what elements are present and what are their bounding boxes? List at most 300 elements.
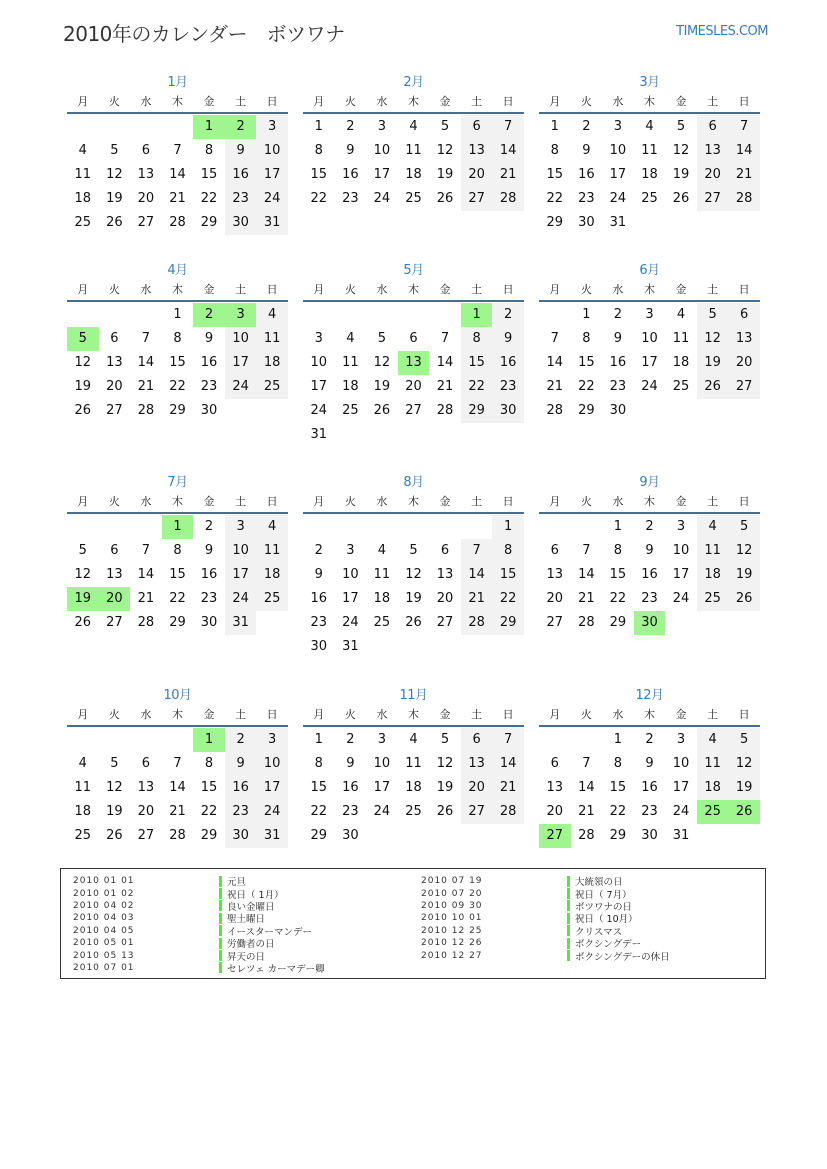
weekday-label: 月 — [549, 708, 561, 721]
weekday-header — [303, 92, 524, 114]
day-cell: 14 — [169, 167, 186, 182]
day-cell: 25 — [342, 403, 359, 418]
day-cell: 16 — [310, 591, 328, 606]
legend-row — [421, 949, 670, 961]
day-cell: 22 — [310, 804, 328, 819]
legend-marker — [567, 900, 570, 911]
day-cell: 7 — [550, 331, 559, 346]
day-cell: 3 — [676, 519, 686, 534]
weekday-label: 金 — [203, 708, 215, 721]
month-name: 1月 — [167, 75, 188, 90]
legend-marker — [567, 938, 570, 949]
day-cell: 7 — [141, 331, 151, 346]
day-cell: 28 — [546, 403, 564, 418]
day-cell: 15 — [578, 355, 595, 370]
day-cell: 25 — [697, 587, 729, 611]
day-cell: 9 — [346, 756, 355, 771]
day-cell: 14 — [546, 355, 564, 370]
legend-marker — [219, 876, 222, 887]
day-cell: 21 — [461, 587, 493, 611]
day-cell: 6 — [461, 115, 493, 139]
day-cell: 31 — [225, 611, 257, 635]
weekday-label: 水 — [140, 708, 152, 721]
legend-date: 2010 04 03 — [73, 913, 135, 924]
weekday-label: 水 — [140, 95, 152, 108]
day-cell: 28 — [578, 828, 595, 843]
day-cell: 31 — [256, 211, 288, 235]
day-cell: 22 — [200, 191, 218, 206]
weekday-label: 日 — [266, 95, 278, 108]
day-cell: 10 — [672, 756, 690, 771]
day-cell: 17 — [225, 563, 257, 587]
legend-date: 2010 01 02 — [73, 888, 135, 899]
day-cell: 10 — [256, 139, 288, 163]
month-11 — [303, 687, 524, 848]
day-cell: 18 — [672, 355, 690, 370]
day-cell: 24 — [609, 191, 627, 206]
day-cell: 24 — [672, 591, 690, 606]
day-cell: 22 — [200, 804, 218, 819]
day-cell: 12 — [436, 143, 454, 158]
day-cell: 24 — [342, 615, 359, 630]
day-cell: 7 — [492, 728, 524, 752]
day-cell: 27 — [461, 800, 493, 824]
day-cell: 26 — [728, 587, 760, 611]
day-cell: 9 — [346, 143, 355, 158]
weekday-label: 土 — [707, 95, 719, 108]
day-cell: 25 — [373, 615, 391, 630]
day-cell: 15 — [169, 567, 186, 582]
day-cell: 21 — [169, 804, 186, 819]
day-cell: 30 — [225, 211, 257, 235]
weekday-label: 金 — [439, 495, 451, 508]
legend-row — [421, 887, 670, 899]
day-cell: 30 — [342, 828, 359, 843]
legend-holiday-name: 祝日（ 7月） — [575, 889, 632, 901]
weekday-label: 火 — [108, 283, 120, 296]
month-name: 9月 — [639, 475, 660, 490]
brand-logo[interactable]: TIMESLES.COM — [676, 24, 768, 39]
day-cell: 9 — [645, 756, 654, 771]
day-cell: 21 — [578, 591, 595, 606]
day-cell: 20 — [546, 591, 564, 606]
day-cell: 2 — [314, 543, 323, 558]
weekday-label: 月 — [549, 495, 561, 508]
empty-cell — [303, 515, 335, 539]
day-cell: 17 — [373, 780, 391, 795]
legend-date: 2010 07 19 — [421, 876, 483, 887]
day-grid — [67, 515, 288, 635]
day-cell: 11 — [641, 143, 658, 158]
day-cell: 29 — [461, 399, 493, 423]
month-12 — [539, 687, 760, 848]
day-cell: 3 — [377, 119, 387, 134]
weekday-label: 日 — [502, 708, 514, 721]
weekday-label: 金 — [439, 95, 451, 108]
weekday-label: 土 — [235, 708, 247, 721]
day-cell: 11 — [342, 355, 359, 370]
day-cell: 20 — [436, 591, 454, 606]
day-cell: 6 — [728, 303, 760, 327]
day-cell: 13 — [137, 780, 155, 795]
day-cell: 2 — [613, 307, 623, 322]
holiday-day-cell: 30 — [634, 611, 666, 635]
day-cell: 9 — [314, 567, 323, 582]
day-cell: 8 — [173, 543, 182, 558]
day-cell: 11 — [373, 567, 391, 582]
legend-date: 2010 04 02 — [73, 900, 135, 911]
day-cell: 23 — [310, 615, 328, 630]
day-cell: 6 — [110, 331, 119, 346]
weekday-label: 金 — [203, 95, 215, 108]
weekday-header — [539, 92, 760, 114]
day-cell: 19 — [436, 780, 454, 795]
weekday-label: 土 — [235, 283, 247, 296]
legend-holiday-name: 良い金曜日 — [227, 901, 275, 913]
weekday-label: 水 — [376, 495, 388, 508]
legend-marker — [219, 962, 222, 973]
empty-cell — [539, 728, 571, 752]
empty-cell — [67, 115, 99, 139]
day-cell: 23 — [578, 191, 595, 206]
day-cell: 13 — [697, 139, 729, 163]
day-cell: 24 — [373, 804, 391, 819]
day-cell: 7 — [728, 115, 760, 139]
day-cell: 16 — [641, 780, 658, 795]
day-cell: 27 — [697, 187, 729, 211]
day-cell: 23 — [492, 375, 524, 399]
weekday-label: 土 — [707, 495, 719, 508]
day-cell: 13 — [546, 567, 564, 582]
holiday-day-cell: 27 — [539, 824, 571, 848]
day-cell: 16 — [492, 351, 524, 375]
day-cell: 13 — [106, 567, 123, 582]
weekday-label: 土 — [471, 495, 483, 508]
day-cell: 17 — [373, 167, 391, 182]
day-cell: 4 — [676, 307, 686, 322]
month-4 — [67, 262, 288, 423]
day-cell: 6 — [461, 728, 493, 752]
day-cell: 13 — [461, 752, 493, 776]
day-cell: 10 — [609, 143, 627, 158]
day-cell: 18 — [74, 191, 92, 206]
day-cell: 2 — [645, 732, 654, 747]
weekday-header — [539, 705, 760, 727]
day-cell: 11 — [672, 331, 690, 346]
day-cell: 25 — [74, 215, 92, 230]
empty-cell — [99, 515, 131, 539]
day-cell: 2 — [346, 732, 355, 747]
weekday-label: 月 — [77, 708, 89, 721]
day-cell: 20 — [137, 804, 155, 819]
weekday-label: 木 — [171, 95, 183, 108]
legend-marker — [219, 950, 222, 961]
legend-date: 2010 12 25 — [421, 925, 483, 936]
day-cell: 1 — [173, 307, 182, 322]
day-cell: 15 — [609, 780, 627, 795]
day-cell: 31 — [256, 824, 288, 848]
day-cell: 23 — [200, 591, 218, 606]
day-cell: 5 — [440, 732, 450, 747]
weekday-label: 日 — [502, 95, 514, 108]
day-cell: 16 — [342, 780, 359, 795]
weekday-label: 火 — [344, 708, 356, 721]
day-cell: 18 — [256, 563, 288, 587]
weekday-label: 木 — [171, 495, 183, 508]
holiday-day-cell: 13 — [398, 351, 430, 375]
day-cell: 28 — [492, 187, 524, 211]
day-cell: 21 — [492, 163, 524, 187]
day-cell: 23 — [641, 591, 658, 606]
weekday-label: 水 — [612, 708, 624, 721]
month-2 — [303, 74, 524, 211]
month-3 — [539, 74, 760, 235]
month-name: 3月 — [639, 75, 660, 90]
empty-cell — [67, 728, 99, 752]
legend-row — [73, 887, 325, 899]
day-cell: 5 — [440, 119, 450, 134]
day-cell: 29 — [546, 215, 564, 230]
day-cell: 19 — [74, 379, 92, 394]
day-cell: 4 — [409, 119, 418, 134]
day-cell: 18 — [373, 591, 391, 606]
day-cell: 4 — [256, 303, 288, 327]
day-cell: 26 — [74, 615, 92, 630]
weekday-label: 日 — [738, 95, 750, 108]
day-cell: 28 — [578, 615, 595, 630]
day-cell: 22 — [310, 191, 328, 206]
weekday-label: 水 — [612, 95, 624, 108]
month-10 — [67, 687, 288, 848]
day-cell: 19 — [106, 191, 123, 206]
legend-date: 2010 07 20 — [421, 888, 483, 899]
weekday-header — [303, 280, 524, 302]
empty-cell — [303, 303, 335, 327]
day-cell: 9 — [204, 331, 214, 346]
day-cell: 4 — [377, 543, 387, 558]
month-name: 10月 — [163, 688, 192, 703]
day-cell: 16 — [225, 776, 257, 800]
empty-cell — [461, 515, 493, 539]
day-cell: 8 — [173, 331, 182, 346]
empty-cell — [398, 515, 430, 539]
legend-row — [73, 912, 325, 924]
day-cell: 8 — [613, 543, 623, 558]
weekday-label: 木 — [171, 708, 183, 721]
day-cell: 10 — [641, 331, 658, 346]
day-cell: 25 — [256, 375, 288, 399]
day-cell: 6 — [141, 756, 151, 771]
weekday-label: 水 — [140, 283, 152, 296]
day-cell: 18 — [256, 351, 288, 375]
weekday-header — [303, 492, 524, 514]
weekday-label: 土 — [707, 283, 719, 296]
weekday-label: 木 — [643, 708, 655, 721]
day-cell: 24 — [256, 800, 288, 824]
day-cell: 29 — [169, 403, 186, 418]
day-cell: 30 — [200, 403, 218, 418]
empty-cell — [429, 303, 461, 327]
day-grid — [67, 115, 288, 235]
day-cell: 16 — [342, 167, 359, 182]
day-cell: 6 — [550, 543, 559, 558]
weekday-header — [539, 280, 760, 302]
day-cell: 30 — [641, 828, 658, 843]
day-cell: 27 — [728, 375, 760, 399]
day-cell: 1 — [582, 307, 591, 322]
holiday-day-cell: 1 — [193, 728, 225, 752]
day-cell: 27 — [106, 403, 123, 418]
legend-marker — [219, 888, 222, 899]
day-cell: 8 — [314, 143, 323, 158]
day-grid — [303, 303, 524, 447]
weekday-label: 日 — [738, 283, 750, 296]
weekday-label: 木 — [643, 495, 655, 508]
month-name: 7月 — [167, 475, 188, 490]
holiday-day-cell: 19 — [67, 587, 99, 611]
empty-cell — [67, 303, 99, 327]
day-cell: 10 — [373, 756, 391, 771]
day-cell: 24 — [225, 587, 257, 611]
day-cell: 10 — [225, 539, 257, 563]
day-cell: 22 — [492, 587, 524, 611]
legend-date: 2010 12 26 — [421, 938, 483, 949]
day-cell: 1 — [314, 119, 323, 134]
day-cell: 12 — [697, 327, 729, 351]
weekday-header — [67, 705, 288, 727]
legend-row — [421, 925, 670, 937]
weekday-label: 日 — [266, 495, 278, 508]
legend-column-left — [73, 875, 325, 974]
weekday-label: 水 — [376, 708, 388, 721]
day-cell: 14 — [169, 780, 186, 795]
day-cell: 22 — [461, 375, 493, 399]
day-cell: 17 — [310, 379, 328, 394]
day-cell: 10 — [672, 543, 690, 558]
day-cell: 29 — [200, 215, 218, 230]
day-cell: 8 — [314, 756, 323, 771]
weekday-label: 月 — [313, 708, 325, 721]
day-cell: 28 — [728, 187, 760, 211]
weekday-label: 木 — [407, 283, 419, 296]
day-cell: 15 — [169, 355, 186, 370]
day-cell: 30 — [578, 215, 595, 230]
day-cell: 20 — [697, 163, 729, 187]
day-cell: 14 — [492, 139, 524, 163]
legend-marker — [219, 900, 222, 911]
holiday-day-cell: 1 — [162, 515, 194, 539]
day-cell: 2 — [204, 519, 214, 534]
month-8 — [303, 474, 524, 659]
day-cell: 26 — [106, 828, 123, 843]
weekday-label: 月 — [313, 95, 325, 108]
day-cell: 18 — [697, 776, 729, 800]
legend-holiday-name: クリスマス — [575, 926, 623, 938]
day-cell: 10 — [256, 752, 288, 776]
day-cell: 15 — [461, 351, 493, 375]
day-cell: 27 — [137, 215, 155, 230]
weekday-label: 金 — [203, 283, 215, 296]
day-cell: 9 — [582, 143, 591, 158]
month-name: 5月 — [403, 263, 424, 278]
day-cell: 15 — [310, 167, 328, 182]
empty-cell — [571, 728, 603, 752]
legend-row — [421, 900, 670, 912]
weekday-label: 金 — [203, 495, 215, 508]
legend-holiday-name: ボクシングデー — [575, 939, 642, 951]
day-cell: 24 — [310, 403, 328, 418]
day-cell: 4 — [697, 728, 729, 752]
weekday-label: 木 — [643, 95, 655, 108]
legend-marker — [219, 913, 222, 924]
legend-column-right — [421, 875, 670, 962]
legend-holiday-name: 聖土曜日 — [227, 914, 266, 926]
day-cell: 28 — [492, 800, 524, 824]
day-cell: 30 — [492, 399, 524, 423]
holiday-day-cell: 25 — [697, 800, 729, 824]
empty-cell — [67, 515, 99, 539]
empty-cell — [539, 303, 571, 327]
day-cell: 31 — [342, 639, 359, 654]
day-cell: 3 — [256, 728, 288, 752]
month-1 — [67, 74, 288, 235]
legend-row — [73, 937, 325, 949]
empty-cell — [398, 303, 430, 327]
day-cell: 10 — [310, 355, 328, 370]
legend-row — [421, 937, 670, 949]
day-cell: 15 — [200, 780, 218, 795]
day-cell: 30 — [310, 639, 328, 654]
day-cell: 3 — [613, 119, 623, 134]
day-cell: 6 — [550, 756, 559, 771]
month-name: 12月 — [635, 688, 664, 703]
day-cell: 21 — [578, 804, 595, 819]
weekday-label: 月 — [313, 283, 325, 296]
day-cell: 11 — [697, 539, 729, 563]
day-cell: 21 — [728, 163, 760, 187]
day-cell: 16 — [641, 567, 658, 582]
day-cell: 24 — [373, 191, 391, 206]
day-cell: 18 — [405, 780, 422, 795]
day-cell: 9 — [225, 139, 257, 163]
day-cell: 14 — [492, 752, 524, 776]
empty-cell — [162, 115, 194, 139]
holiday-day-cell: 1 — [461, 303, 493, 327]
day-cell: 15 — [546, 167, 564, 182]
day-cell: 4 — [645, 119, 654, 134]
day-cell: 15 — [492, 563, 524, 587]
day-cell: 18 — [405, 167, 422, 182]
legend-marker — [567, 888, 570, 899]
legend-row — [73, 962, 325, 974]
weekday-label: 水 — [140, 495, 152, 508]
day-cell: 23 — [342, 804, 359, 819]
holiday-day-cell: 20 — [99, 587, 131, 611]
legend-marker — [567, 876, 570, 887]
day-grid — [67, 728, 288, 848]
day-cell: 3 — [346, 543, 355, 558]
day-cell: 12 — [74, 355, 92, 370]
day-cell: 21 — [137, 379, 155, 394]
day-cell: 12 — [74, 567, 92, 582]
weekday-label: 日 — [502, 495, 514, 508]
empty-cell — [99, 115, 131, 139]
day-cell: 3 — [645, 307, 654, 322]
day-cell: 22 — [169, 379, 186, 394]
empty-cell — [429, 515, 461, 539]
day-grid — [539, 115, 760, 235]
day-cell: 17 — [256, 776, 288, 800]
